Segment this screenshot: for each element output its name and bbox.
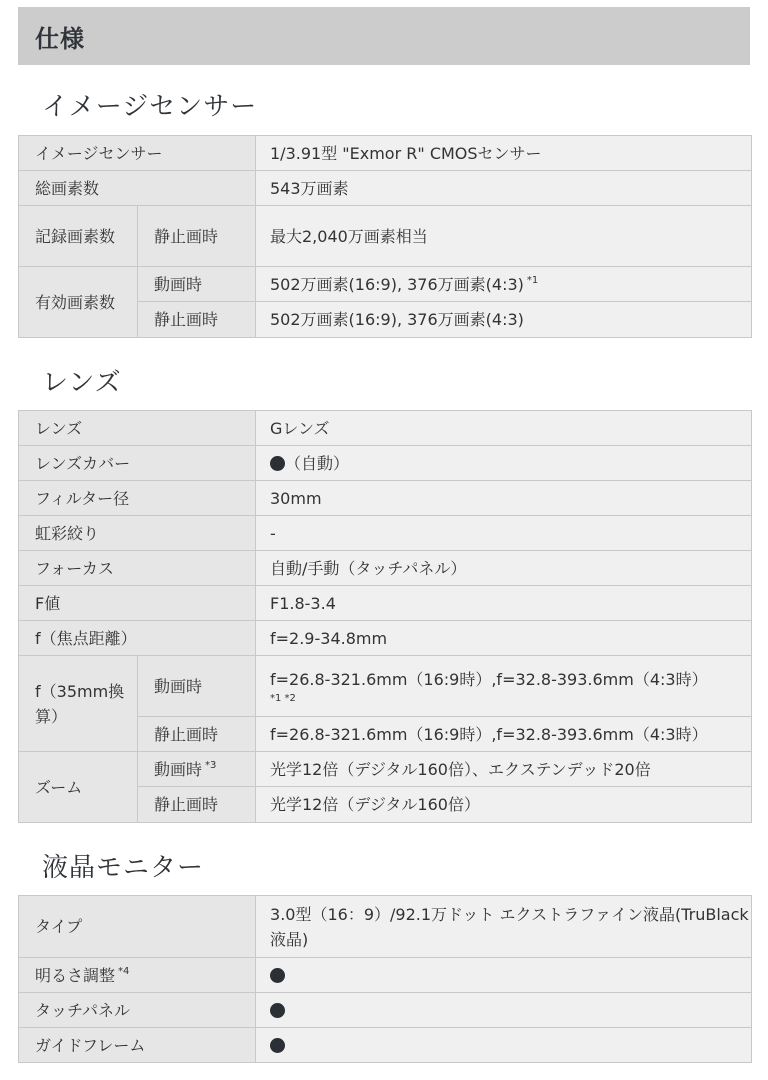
table-row xyxy=(19,171,752,206)
row-value: 3.0型（16：9）/92.1万ドット エクストラファイン液晶(TruBlack液晶) xyxy=(256,896,752,958)
table-row xyxy=(19,267,752,302)
footnote-ref: *3 xyxy=(205,760,217,772)
row-value: Gレンズ xyxy=(256,411,752,446)
section-heading-image-sensor: イメージセンサー xyxy=(42,92,258,122)
row-label: f（焦点距離） xyxy=(19,621,256,656)
table-row xyxy=(19,586,752,621)
table-row xyxy=(19,752,752,787)
row-value: 光学12倍（デジタル160倍）、エクステンデッド20倍 xyxy=(256,752,752,787)
value-text: 502万画素(16:9), 376万画素(4:3) xyxy=(270,274,524,294)
footnote-ref: *1 xyxy=(526,275,539,287)
row-value xyxy=(256,446,752,481)
table-row xyxy=(19,551,752,586)
row-label: フィルター径 xyxy=(19,481,256,516)
table-row xyxy=(19,411,752,446)
filled-circle-icon xyxy=(270,456,285,471)
table-row xyxy=(19,896,752,958)
row-value: 光学12倍（デジタル160倍） xyxy=(256,787,752,823)
row-label xyxy=(19,958,256,993)
page-title: 仕様 xyxy=(35,24,85,53)
table-row xyxy=(19,621,752,656)
row-sublabel: 静止画時 xyxy=(138,717,256,752)
row-value: 543万画素 xyxy=(256,171,752,206)
row-sublabel: 静止画時 xyxy=(138,302,256,338)
row-label: 記録画素数 xyxy=(19,206,138,267)
value-text: （自動） xyxy=(285,453,350,473)
section-heading-lcd-monitor: 液晶モニター xyxy=(42,853,205,883)
table-row xyxy=(19,958,752,993)
row-sublabel: 静止画時 xyxy=(138,206,256,267)
row-label: イメージセンサー xyxy=(19,136,256,171)
row-sublabel: 動画時 xyxy=(138,656,256,717)
table-row xyxy=(19,1028,752,1063)
row-label: タイプ xyxy=(19,896,256,958)
row-value: 502万画素(16:9), 376万画素(4:3) xyxy=(256,302,752,338)
footnote-ref: *1 *2 xyxy=(270,692,296,704)
value-text: f=26.8-321.6mm（16:9時）,f=32.8-393.6mm（4:3時） xyxy=(270,669,708,689)
row-label: ズーム xyxy=(19,752,138,823)
image-sensor-table xyxy=(18,135,752,338)
row-value xyxy=(256,656,752,717)
label-text: 明るさ調整 xyxy=(35,965,116,985)
row-label: フォーカス xyxy=(19,551,256,586)
row-label: f（35mm換算） xyxy=(19,656,138,752)
section-heading-lens: レンズ xyxy=(42,368,122,398)
row-value: 30mm xyxy=(256,481,752,516)
table-row xyxy=(19,136,752,171)
lens-table xyxy=(18,410,752,823)
row-value xyxy=(256,1028,752,1063)
row-value xyxy=(256,993,752,1028)
row-value: 1/3.91型 "Exmor R" CMOSセンサー xyxy=(256,136,752,171)
row-label: レンズ xyxy=(19,411,256,446)
filled-circle-icon xyxy=(270,1003,285,1018)
row-label: 虹彩絞り xyxy=(19,516,256,551)
table-row xyxy=(19,481,752,516)
table-row xyxy=(19,206,752,267)
row-label: レンズカバー xyxy=(19,446,256,481)
table-row xyxy=(19,656,752,717)
row-sublabel: 静止画時 xyxy=(138,787,256,823)
page-title-bar xyxy=(18,7,750,65)
row-sublabel: 動画時 xyxy=(138,267,256,302)
row-value xyxy=(256,958,752,993)
row-value: f=26.8-321.6mm（16:9時）,f=32.8-393.6mm（4:3時） xyxy=(256,717,752,752)
row-value: F1.8-3.4 xyxy=(256,586,752,621)
footnote-ref: *4 xyxy=(118,966,130,978)
table-row xyxy=(19,993,752,1028)
row-label: 有効画素数 xyxy=(19,267,138,338)
row-value: - xyxy=(256,516,752,551)
row-value xyxy=(256,267,752,302)
filled-circle-icon xyxy=(270,968,285,983)
row-label: 総画素数 xyxy=(19,171,256,206)
sublabel-text: 動画時 xyxy=(154,759,203,779)
row-sublabel xyxy=(138,752,256,787)
row-label: F値 xyxy=(19,586,256,621)
table-row xyxy=(19,446,752,481)
table-row xyxy=(19,516,752,551)
filled-circle-icon xyxy=(270,1038,285,1053)
row-value: 自動/手動（タッチパネル） xyxy=(256,551,752,586)
row-label: ガイドフレーム xyxy=(19,1028,256,1063)
row-label: タッチパネル xyxy=(19,993,256,1028)
row-value: 最大2,040万画素相当 xyxy=(256,206,752,267)
row-value: f=2.9-34.8mm xyxy=(256,621,752,656)
lcd-monitor-table xyxy=(18,895,752,1063)
